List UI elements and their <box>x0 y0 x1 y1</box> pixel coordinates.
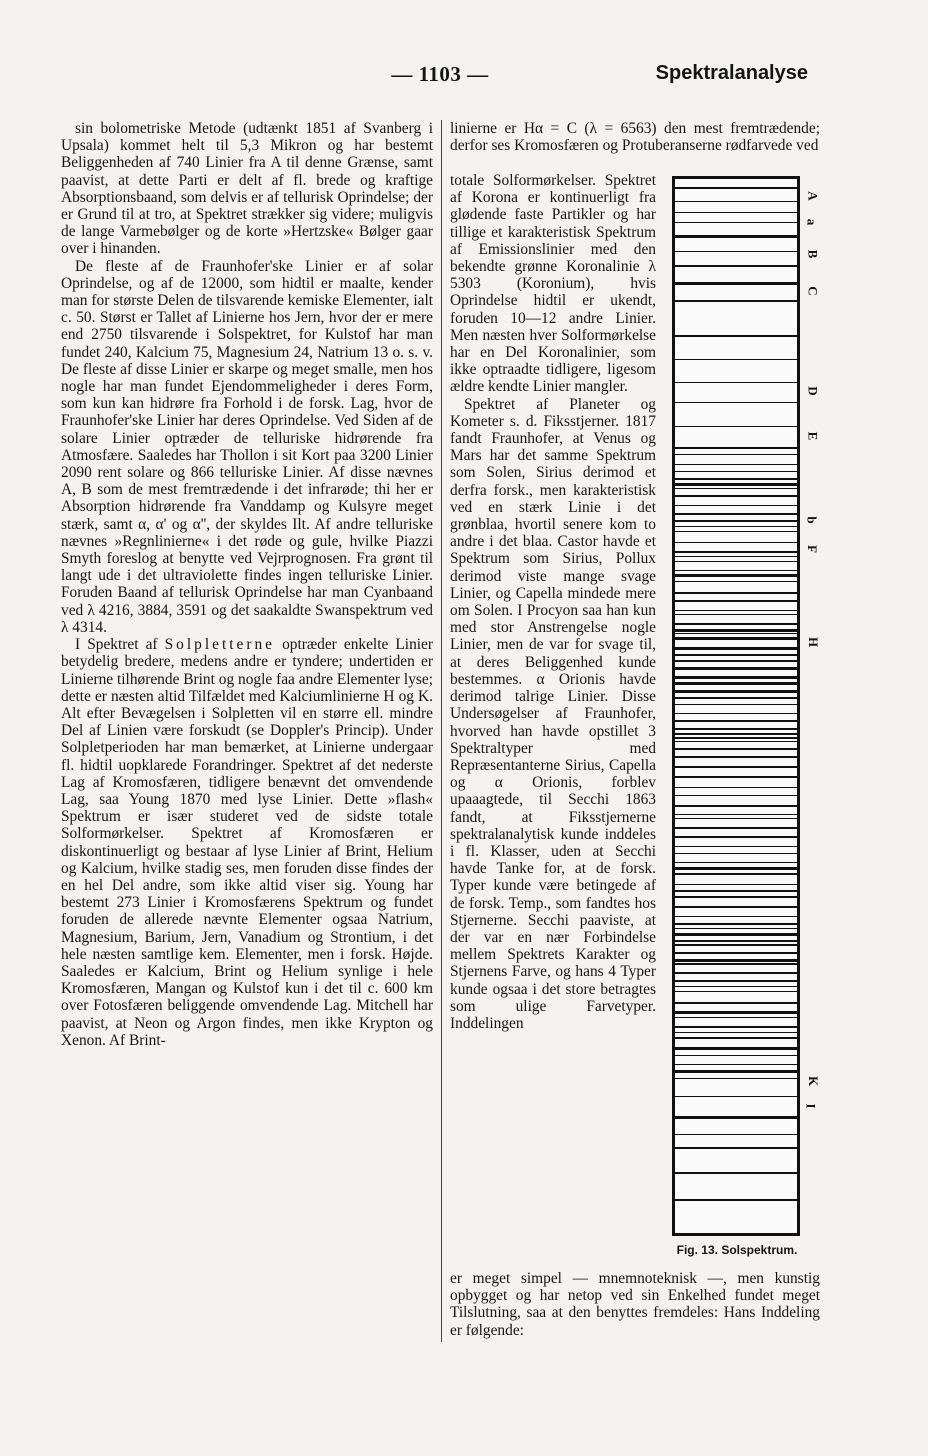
paragraph: totale Solformørkelser. Spektret af Korona er kontinuerligt fra glødende faste Partikler og har tillige et karakteristisk Spektrum af Emissionslinier med den bekendte grønne Koronalinie λ 5303 (Koronium), hvis Oprindelse hidtil er ukendt, foruden 10—12 andre Linier. Men næsten hver Solformørkelse har en Del Koronalinier, som ikke optraadte tidligere, ligesom ældre kendte Linier mangler. <box>450 172 656 396</box>
spectrum-label: D <box>805 386 821 396</box>
spectral-line <box>675 916 797 917</box>
spectral-line <box>675 478 797 480</box>
spectral-line <box>675 1070 797 1073</box>
text-run: optræder enkelte Linier betydelig bredere, medens andre er tyndere; undertiden er Linierne tilhørende Brint og nogle faa andre Elementer lyse; dette er næsten altid Tilfældet med Kalciumlinierne H og K. Alt efter Bevægelsen i Solpletten vil en større ell. mindre Del af Linien være forskudt (se Doppler's Princip). Under Solpletperioden har man bemærket, at Linierne undergaar fl. hidtil uopklarede Forandringer. Spektret af det nederste Lag af Kromosfæren, tidligere benævnt det omvendende Lag, saa Young 1870 med lyse Linier. Dette »flash« Spektrum er især studeret ved de sidste totale Solformørkelser. Spektret af Kromosfæren er diskontinuerligt og bestaar af lyse Linier af Brint, Helium og Kalcium, hvilke stadig ses, men foruden disse findes der en hel Del andre, som ikke altid viser sig. Young har bestemt 273 Linier i Kromosfærens Spektrum og fundet foruden de allerede nævnte Elementer ogsaa Natrium, Magnesium, Barium, Jern, Vanadium og Strontium, i det hele næsten samtlige kem. Elementer, men i forsk. Højde. Saaledes er Kalcium, Brint og Helium synlige i hele Kromosfæren, Mangan og Kulstof kun i det til c. 600 km over Fotosfæren beliggende omvendende Lag. Mitchell har paavist, at Neon og Argon findes, men ikke Krypton og Xenon. Af Brint- <box>61 636 433 1049</box>
spectral-line <box>675 728 797 730</box>
spectral-line <box>675 513 797 515</box>
spectral-line <box>675 660 797 662</box>
spectral-line <box>675 923 797 925</box>
spectral-line <box>675 1032 797 1033</box>
spectral-line <box>675 201 797 202</box>
spectral-line <box>675 1055 797 1056</box>
paragraph: sin bolometriske Metode (udtænkt 1851 af Svanberg i Upsala) kommet helt til 5,3 Mikron og har bestemt Beliggenheden af 740 Linier fra A til denne Grænse, samt paavist, at dette Parti er delt af fl. brede og kraftige Absorptionsbaand, som delvis er af tellurisk Oprindelse; der er Grund til at tro, at Spektret strækker sig videre; muligvis de lange Varmebølger og de korte »Hertzske« Bølger gaar over i hinanden. <box>61 120 433 258</box>
spectrum-label: I <box>803 1103 819 1109</box>
spectral-line <box>675 212 797 213</box>
spectral-line <box>675 1064 797 1065</box>
spectral-line <box>675 944 797 946</box>
spectral-line <box>675 980 797 982</box>
spectral-line <box>675 505 797 506</box>
spectral-line <box>675 787 797 788</box>
spectrum-label: B <box>805 249 821 259</box>
running-head: Spektralanalyse <box>655 62 808 84</box>
spectrum-label: F <box>804 545 820 553</box>
spectral-line <box>675 963 797 965</box>
spectral-line <box>675 592 797 594</box>
left-column <box>61 120 433 1049</box>
spectral-line <box>675 1026 797 1028</box>
spectral-line <box>675 1199 797 1201</box>
spectral-line <box>675 766 797 768</box>
figure-caption: Fig. 13. Solspektrum. <box>676 1243 798 1257</box>
paragraph: De fleste af de Fraunhofer'ske Linier er af solar Oprindelse, og af de 12000, som hidtil er maalte, kender man for største Delen de tilsvarende kemiske Elementer, ialt c. 50. Størst er Tallet af Linierne hos Jern, hvor der er mere end 2750 tilsvarende i Solspektret, for Kulstof har man fundet 240, Kalcium 75, Magnesium 24, Natrium 13 o. s. v. De fleste af disse Linier er skarpe og meget smalle, men hos nogle har man fundet Ejendommeligheder i deres Form, som kun kan hidrøre fra Forhold i de forsk. Lag, hvor de Fraunhofer'ske Linier har deres Oprindelse. Ved Siden af de solare Linier optræder de telluriske hidrørende fra Atmosfære. Saaledes har Thollon i sit Kort paa 3200 Linier 2090 rent solare og 866 telluriske Linier. Af disse nævnes A, B som de mest fremtrædende i det infrarøde; thi her er Absorption hidrørende fra Vanddamp og Kulsyre meget stærk, samt α, α' og α'', der skyldes Ilt. Af andre telluriske nævnes »Regnlinierne« i det røde og gule, hvilke Piazzi Smyth foreslog at benytte ved Vejrprognosen. Fra grønt til langt ude i det ultraviolette findes ingen telluriske Linier. Foruden Baand af tellurisk Oprindelse har man Cyanbaand ved λ 4216, 3884, 3591 og det saakaldte Swanspektrum ved λ 4314. <box>61 257 433 636</box>
spectral-line <box>675 1096 797 1097</box>
spectral-line <box>675 884 797 885</box>
solar-spectrum-figure <box>672 176 800 1236</box>
spectral-line <box>675 933 797 936</box>
spectral-line <box>675 570 797 571</box>
spectral-line <box>675 836 797 838</box>
paragraph <box>61 636 433 1049</box>
spectral-line <box>675 733 797 735</box>
spectral-line <box>675 300 797 302</box>
spectral-line <box>675 251 797 252</box>
spectral-line <box>675 1116 797 1119</box>
spectral-line <box>675 1011 797 1014</box>
spectral-line <box>675 335 797 337</box>
spectral-line <box>675 556 797 557</box>
spectral-line <box>675 1047 797 1050</box>
spectral-line <box>675 690 797 693</box>
spectral-line <box>675 637 797 640</box>
spectral-line <box>675 426 797 427</box>
spectral-line <box>675 896 797 898</box>
paragraph: er meget simpel — mnemnoteknisk —, men kunstig opbygget og har netop ved sin Enkelhed fundet meget Tilslutning, saa at den benyttes fremdeles: Hans Inddeling er følgende: <box>450 1270 820 1339</box>
spectral-line <box>675 906 797 908</box>
spectral-line <box>675 846 797 847</box>
spectral-line <box>675 1134 797 1135</box>
spectral-line <box>675 756 797 758</box>
spectral-line <box>675 464 797 465</box>
spectral-line <box>675 940 797 942</box>
right-column-narrow <box>450 172 656 1262</box>
spectral-line <box>675 1017 797 1018</box>
spectral-line <box>675 697 797 699</box>
spectral-line <box>675 495 797 497</box>
spectral-line <box>675 873 797 875</box>
spectral-line <box>675 647 797 650</box>
spectral-line <box>675 574 797 577</box>
spectral-line <box>675 713 797 714</box>
spectral-line <box>675 235 797 238</box>
spectral-line <box>675 359 797 360</box>
spectral-line <box>675 704 797 705</box>
spectral-line <box>675 818 797 819</box>
spectral-line <box>675 447 797 449</box>
spectral-line <box>675 551 797 553</box>
right-column-bottom <box>450 1270 820 1339</box>
spectral-line <box>675 471 797 472</box>
spectral-line <box>675 748 797 750</box>
page-number: — 1103 — <box>391 62 489 86</box>
spectral-line <box>675 402 797 403</box>
spectral-line <box>675 1002 797 1004</box>
spectral-line <box>675 265 797 267</box>
spectrum-label: b <box>804 516 820 524</box>
spectral-line <box>675 853 797 854</box>
spectral-line <box>675 187 797 189</box>
spectral-line <box>675 654 797 656</box>
spectral-line <box>675 862 797 863</box>
spectral-line <box>675 867 797 870</box>
spectral-line <box>675 526 797 527</box>
spectral-line <box>675 629 797 632</box>
spectral-line <box>675 282 797 285</box>
spectral-line <box>675 520 797 522</box>
paragraph: linierne er Hα = C (λ = 6563) den mest fremtrædende; derfor ses Kromosfæren og Protuberanserne rødfarvede ved <box>450 120 820 155</box>
spectral-line <box>675 382 797 383</box>
spectral-line <box>675 222 797 223</box>
spectral-line <box>675 814 797 815</box>
spectral-line <box>675 531 797 532</box>
right-column-top <box>450 120 820 172</box>
spectral-line <box>675 600 797 602</box>
spaced-term: Solpletterne <box>164 636 275 654</box>
spectral-line <box>675 610 797 611</box>
spectral-line <box>675 795 797 796</box>
paragraph: Spektret af Planeter og Kometer s. d. Fiksstjerner. 1817 fandt Fraunhofer, at Venus og Mars har det samme Spektrum som Solen, Sirius derimod et derfra forsk., men karakteristisk ved en stærk Linie i det grønblaa, hvortil senere kom to andre i det blaa. Castor havde et Spektrum som Sirius, Pollux derimod viste mange svage Linier, og Capella mindede mere om Solen. I Procyon saa han kun med stor Anstrengelse nogle Linier, men de var for svage til, at deres Beliggenhed kunde bestemmes. α Orionis havde derimod talrige Linier. Disse Undersøgelser af Fraunhofer, hvorved han havde opstillet 3 Spektraltyper med Repræsentanterne Sirius, Capella og α Orionis, forblev upaaagtede, til Secchi 1863 fandt, at Fiksstjernerne spektralanalytisk kunde inddeles i fl. Klasser, uden at Secchi havde Tanke for, at de forsk. Typer kunde være betingede af de forsk. Temp., som fandtes hos Stjernerne. Secchi paaviste, at der var en nær Forbindelse mellem Spektrets Karakter og Stjernens Farve, og hans 4 Typer kunde ogsaa i det store betragtes som ulige Farvetyper. Inddelingen <box>450 395 656 1032</box>
spectrum-label: H <box>806 636 822 648</box>
spectral-line <box>675 483 797 486</box>
spectrum-label: A <box>805 191 821 201</box>
spectral-line <box>675 1037 797 1039</box>
spectrum-label: a <box>804 218 820 226</box>
spectrum-label: C <box>805 286 821 296</box>
spectral-line <box>675 890 797 892</box>
spectral-line <box>675 720 797 722</box>
spectral-line <box>675 682 797 685</box>
spectral-line <box>675 581 797 582</box>
spectral-line <box>675 972 797 974</box>
spectrum-label: E <box>805 431 821 441</box>
spectral-line <box>675 827 797 829</box>
spectral-line <box>675 776 797 778</box>
spectral-line <box>675 1172 797 1174</box>
spectral-line <box>675 952 797 954</box>
spectral-line <box>675 986 797 987</box>
spectral-line <box>675 623 797 625</box>
spectral-line <box>675 614 797 615</box>
column-divider <box>441 120 442 1342</box>
spectral-line <box>675 959 797 962</box>
spectral-line <box>675 561 797 562</box>
spectral-line <box>675 741 797 742</box>
spectrum-label: K <box>806 1075 822 1087</box>
spectral-line <box>675 991 797 992</box>
spectral-line <box>675 1078 797 1079</box>
spectral-line <box>675 633 797 634</box>
text-run: I Spektret af <box>75 636 165 654</box>
spectral-line <box>675 454 797 455</box>
spectral-line <box>675 928 797 929</box>
spectral-line <box>675 737 797 739</box>
spectral-line <box>675 1147 797 1149</box>
spectral-line <box>675 805 797 807</box>
spectral-line <box>675 676 797 679</box>
spectral-line <box>675 667 797 670</box>
spectral-line <box>675 488 797 489</box>
spectral-line <box>675 542 797 543</box>
